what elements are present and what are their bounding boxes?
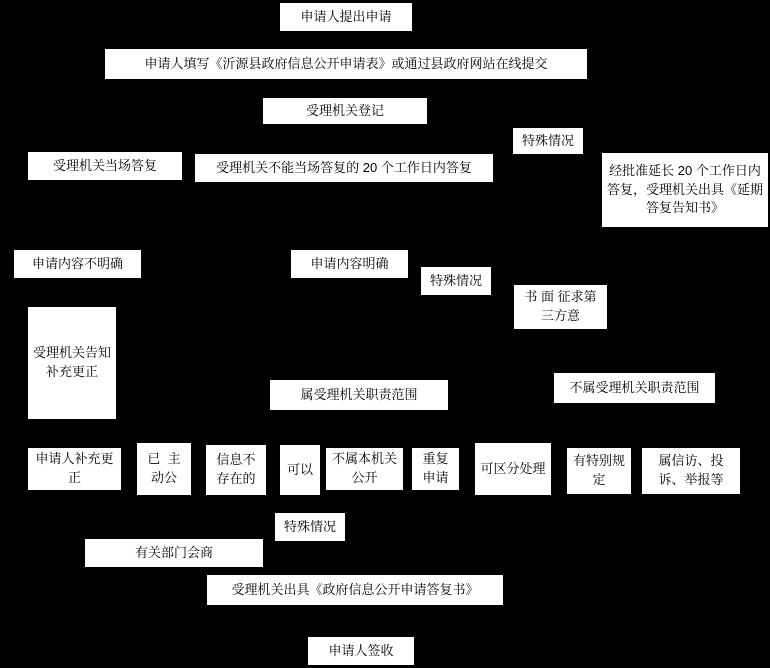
flow-node-special-case-3: 特殊情况: [274, 512, 346, 542]
flow-node-separable-handling: 可区分处理: [474, 442, 552, 496]
flow-node-department-consultation: 有关部门会商: [84, 538, 264, 568]
flow-node-petition-complaint: 属信访、投诉、举报等: [641, 447, 741, 495]
flow-node-content-clear: 申请内容明确: [290, 249, 409, 279]
flow-node-20-day-reply: 受理机关不能当场答复的 20 个工作日内答复: [194, 153, 494, 183]
flow-node-within-scope: 属受理机关职责范围: [269, 379, 449, 411]
flow-node-outside-scope: 不属受理机关职责范围: [553, 372, 716, 404]
flow-node-third-party-opinion: 书 面 征求第三方意: [513, 284, 608, 330]
flow-node-applicant-supplement: 申请人补充更正: [27, 447, 122, 491]
flow-node-applicant-receives: 申请人签收: [307, 636, 415, 666]
flow-node-notify-supplement: 受理机关告知补充更正: [27, 306, 117, 420]
flow-node-content-unclear: 申请内容不明确: [13, 249, 142, 279]
flow-node-repeat-application: 重复申请: [411, 447, 460, 491]
flow-node-special-case-1: 特殊情况: [512, 127, 584, 155]
flow-node-already-published: 已 主动公: [136, 442, 192, 496]
flow-node-fill-form: 申请人填写《沂源县政府信息公开申请表》或通过县政府网站在线提交: [104, 48, 588, 80]
flow-node-info-not-exist: 信息不存在的: [205, 444, 267, 496]
flow-node-not-this-agency: 不属本机关公开: [325, 447, 404, 491]
flow-node-apply: 申请人提出申请: [279, 2, 413, 32]
flow-node-onsite-reply: 受理机关当场答复: [27, 151, 183, 181]
flow-node-register: 受理机关登记: [262, 97, 428, 125]
flow-node-issue-reply-letter: 受理机关出具《政府信息公开申请答复书》: [206, 574, 504, 606]
flow-node-special-provision: 有特别规定: [566, 447, 632, 495]
flow-node-special-case-2: 特殊情况: [420, 266, 492, 296]
flow-node-extension-reply: 经批准延长 20 个工作日内答复，受理机关出具《延期答复告知书》: [601, 152, 769, 228]
flow-node-can-disclose: 可以: [279, 444, 321, 496]
